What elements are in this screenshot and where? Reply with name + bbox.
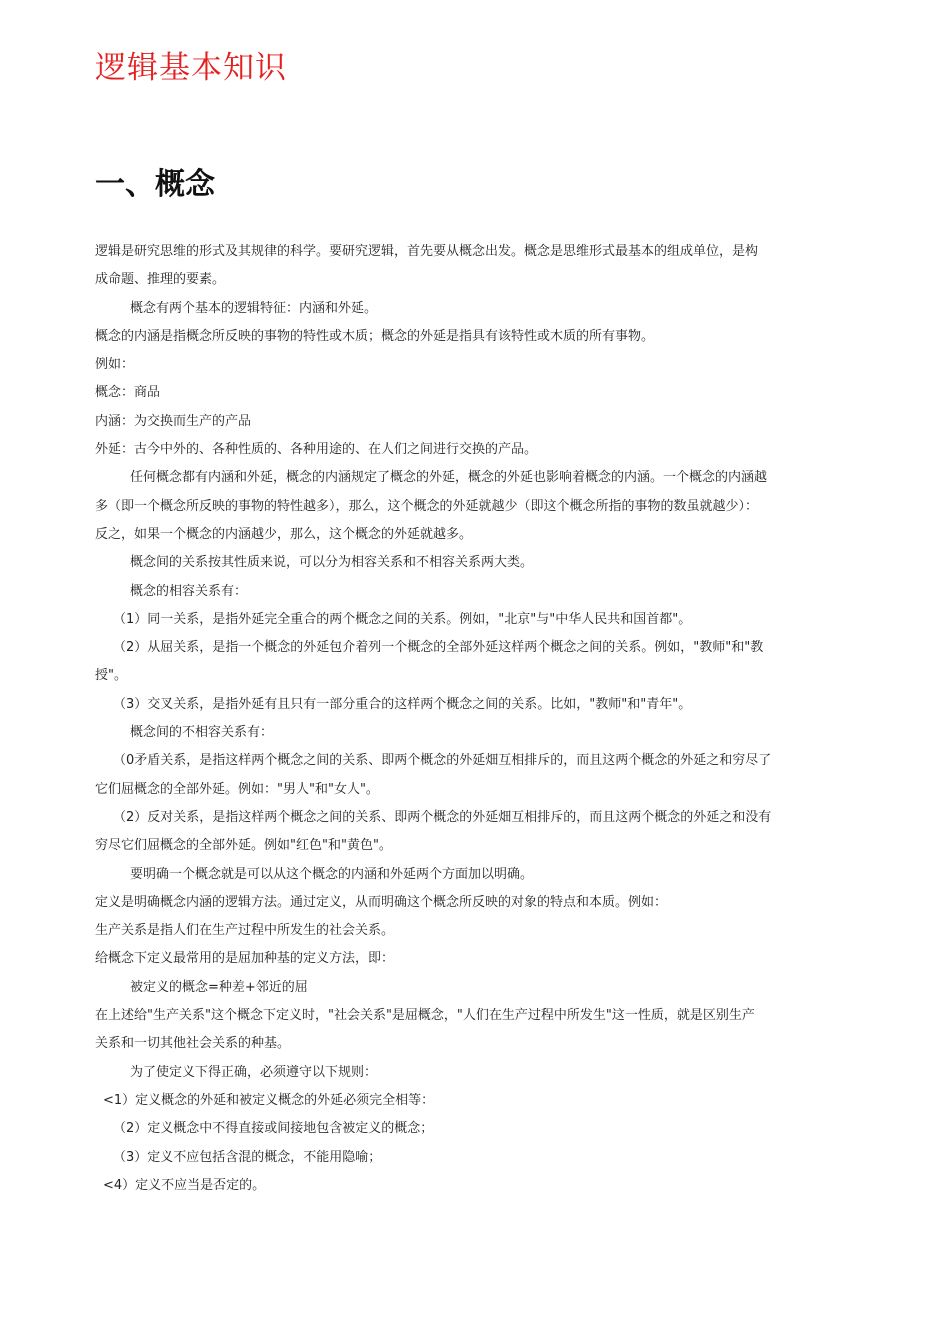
rule-item: <1）定义概念的外延和被定义概念的外延必须完全相等： (103, 1092, 435, 1108)
list-item-continuation: 授"。 (95, 668, 127, 684)
document-body (95, 238, 860, 1200)
paragraph-line: 概念间的不相容关系有： (130, 725, 274, 741)
rule-item: （2）定义概念中不得直接或间接地包含被定义的概念； (113, 1121, 434, 1137)
paragraph-line: 概念的相容关系有： (130, 583, 248, 599)
paragraph-line: 在上述给"生产关系"这个概念下定义时，"社会关系"是屈概念，"人们在生产过程中所发生"这一性质，就是区别生产 (95, 1008, 755, 1024)
list-item-continuation: 它们屈概念的全部外延。例如："男人"和"女人"。 (95, 781, 379, 797)
section-heading: 一、概念 (95, 167, 215, 202)
list-item: （2）反对关系，是指这样两个概念之间的关系、即两个概念的外延畑互相排斥的，而且这两个概念的外延之和没有 (113, 809, 772, 825)
paragraph-line: 逻辑是研究思维的形式及其规律的科学。要研究逻辑，首先要从概念出发。概念是思维形式最基本的组成单位，是构 (95, 244, 759, 259)
formula-line: 被定义的概念=种差+邻近的屈 (130, 979, 308, 995)
paragraph-line: 成命题、推理的要素。 (95, 272, 226, 288)
document-title: 逻辑基本知识 (95, 50, 287, 86)
paragraph-line: 例如： (95, 357, 135, 373)
paragraph-line: 内涵：为交换而生产的产品 (95, 413, 252, 429)
paragraph-line: 定义是明确概念内涵的逻辑方法。通过定义，从而明确这个概念所反映的对象的特点和本质。例如： (95, 894, 668, 910)
list-item: （3）交叉关系，是指外延有且只有一部分重合的这样两个概念之间的关系。比如，"教师"和"青年"。 (113, 696, 692, 712)
paragraph-line: 概念的内涵是指概念所反映的事物的特性或木质；概念的外延是指具有该特性或木质的所有事物。 (95, 328, 655, 344)
paragraph-line: 为了使定义下得正确，必须遵守以下规则： (130, 1064, 378, 1080)
paragraph-line: 关系和一切其他社会关系的种基。 (95, 1036, 291, 1052)
paragraph-line: 生产关系是指人们在生产过程中所发生的社会关系。 (95, 923, 395, 939)
paragraph-line: 反之，如果一个概念的内涵越少，那么，这个概念的外延就越多。 (95, 526, 473, 542)
list-item: （2）从屈关系，是指一个概念的外延包介着列一个概念的全部外延这样两个概念之间的关系。例如，"教师"和"教 (113, 640, 764, 656)
paragraph-line: 外延：古今中外的、各种性质的、各种用途的、在人们之间进行交换的产品。 (95, 442, 538, 458)
paragraph-line: 给概念下定义最常用的是屈加种基的定义方法，即： (95, 951, 395, 967)
list-item: （0矛盾关系，是指这样两个概念之间的关系、即两个概念的外延畑互相排斥的，而且这两个概念的外延之和穷尽了 (113, 753, 772, 769)
paragraph-line: 概念间的关系按其性质来说，可以分为相容关系和不相容关系两大类。 (130, 555, 534, 571)
rule-item: <4）定义不应当是否定的。 (103, 1177, 266, 1193)
paragraph-line: 多（即一个概念所反映的事物的特性越多），那么，这个概念的外延就越少（即这个概念所指的事物的数虽就越少）： (95, 498, 759, 514)
list-item: （1）同一关系，是指外延完全重合的两个概念之间的关系。例如，"北京"与"中华人民共和国首都"。 (113, 611, 692, 627)
rule-item: （3）定义不应包括含混的概念，不能用隐喻； (113, 1149, 382, 1165)
list-item-continuation: 穷尽它们屈概念的全部外延。例如"红色"和"黄色"。 (95, 838, 392, 854)
paragraph-line: 概念：商品 (95, 385, 161, 401)
paragraph-line: 概念有两个基本的逻辑特征：内涵和外延。 (130, 300, 378, 316)
paragraph-line: 要明确一个概念就是可以从这个概念的内涵和外延两个方面加以明确。 (130, 866, 534, 882)
paragraph-line: 任何概念都有内涵和外延，概念的内涵规定了概念的外延，概念的外延也影响着概念的内涵。一个概念的内涵越 (130, 470, 768, 486)
